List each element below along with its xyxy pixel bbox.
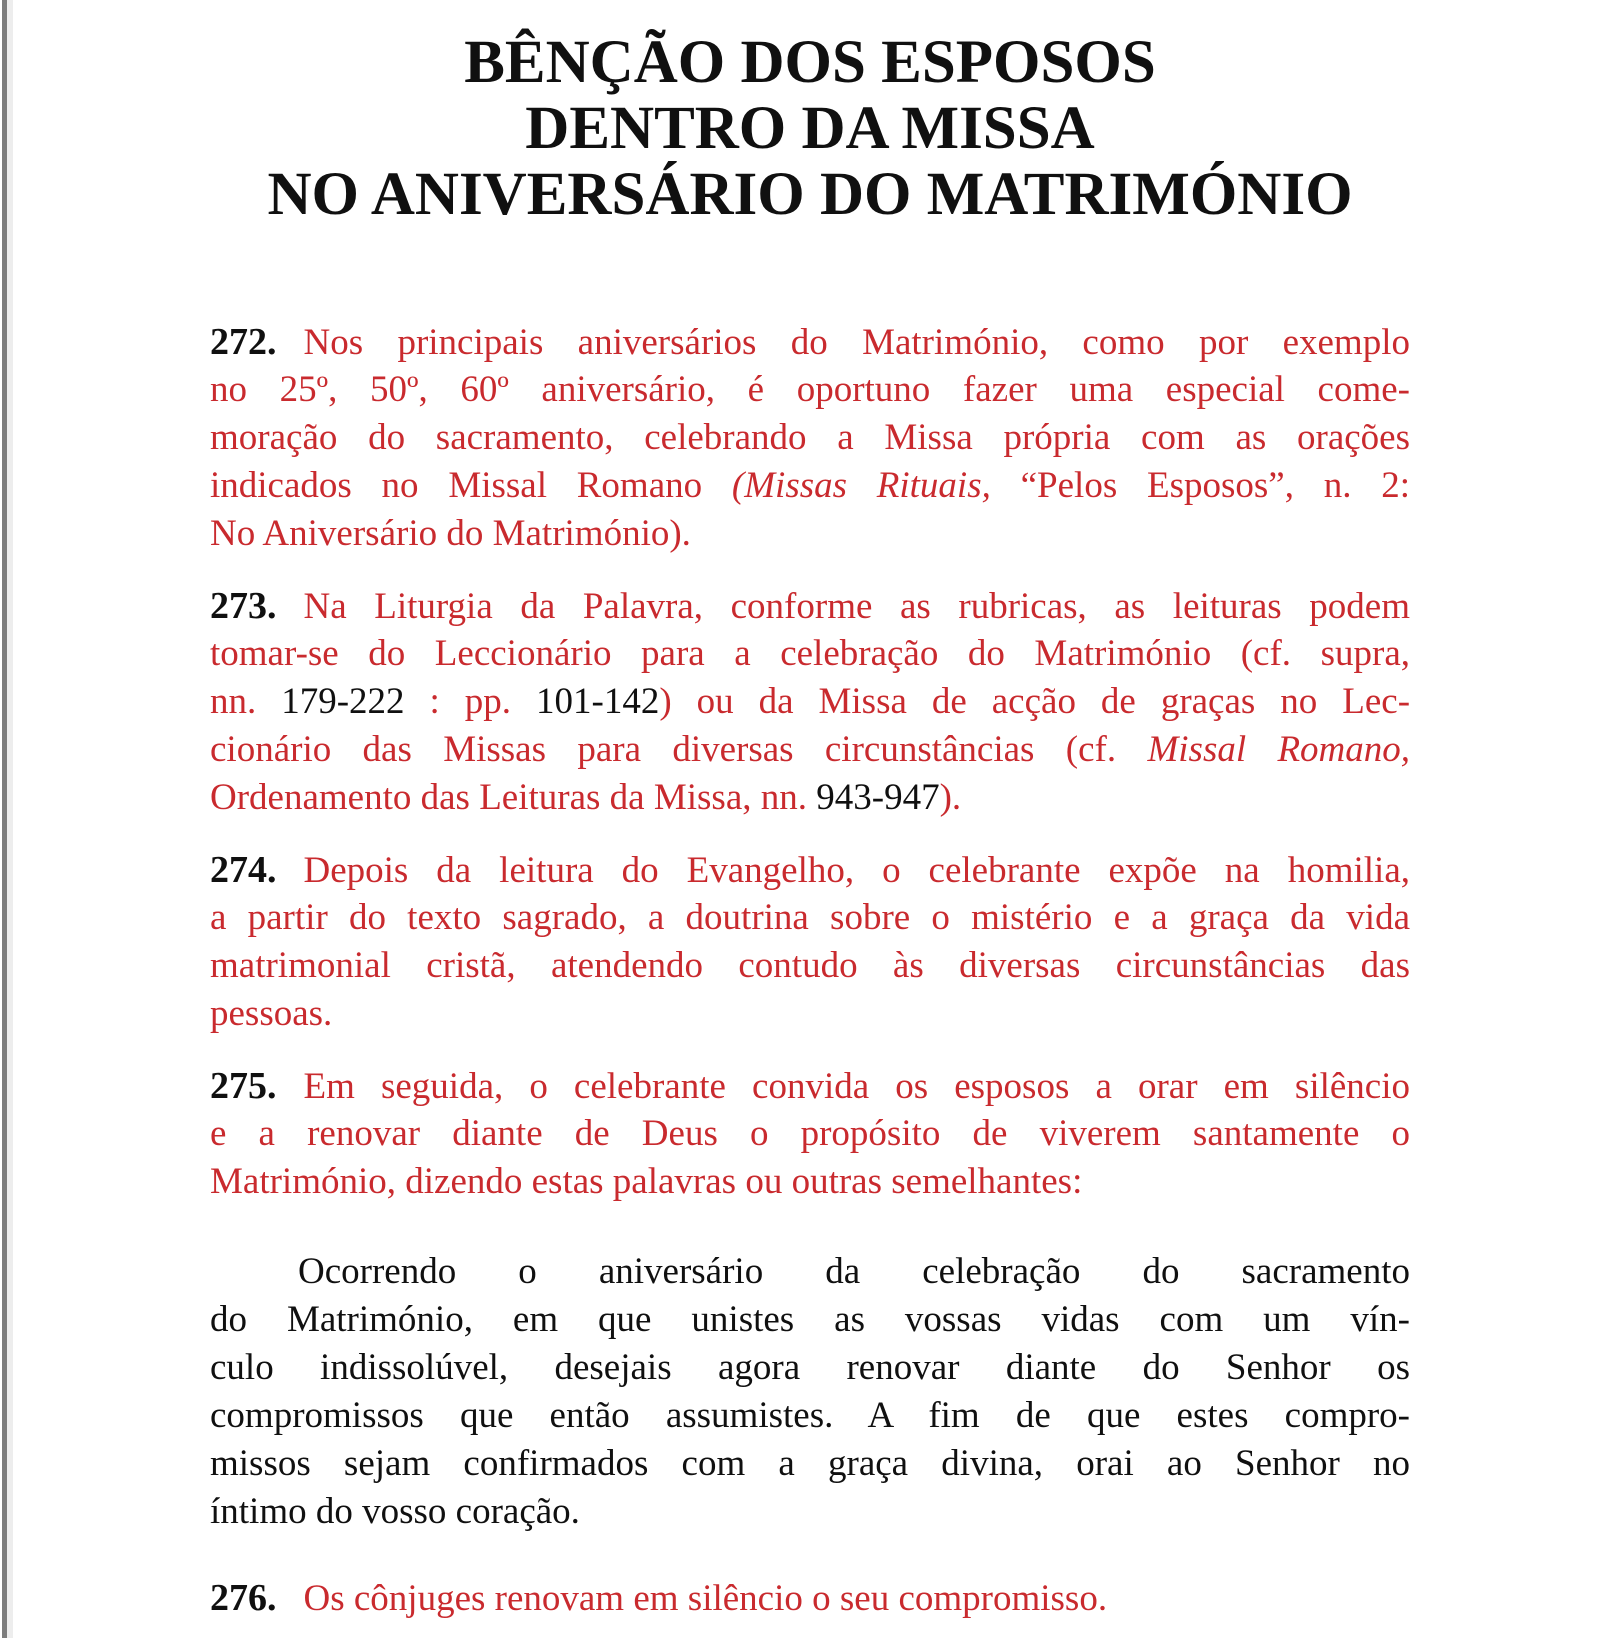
prayer-formula-line-4 bbox=[210, 1392, 1410, 1440]
text-run: do Matrimónio, em que unistes as vossas vidas com um vín- bbox=[210, 1299, 1410, 1340]
text-run: (Missas Rituais, bbox=[731, 465, 991, 506]
text-run: pessoas. bbox=[210, 993, 333, 1034]
document-title-line-2: DENTRO DA MISSA bbox=[525, 95, 1095, 162]
paragraph-274-line-4 bbox=[210, 990, 1410, 1038]
paragraph-273-line-4 bbox=[210, 726, 1410, 774]
paragraphs bbox=[210, 318, 1410, 1622]
text-run: a partir do texto sagrado, a doutrina sobre o mistério e a graça da vida bbox=[210, 897, 1410, 938]
text-run: missos sejam confirmados com a graça divina, orai ao Senhor no bbox=[210, 1443, 1410, 1484]
paragraph-275-line-1 bbox=[210, 1062, 1410, 1110]
prayer-formula-line-5 bbox=[210, 1440, 1410, 1488]
paragraph-274-line-1 bbox=[210, 846, 1410, 894]
text-run: Na Liturgia da Palavra, conforme as rubricas, as leituras podem bbox=[303, 586, 1410, 627]
text-run: “Pelos Esposos”, n. 2: bbox=[990, 465, 1410, 506]
paragraph-276-number: 276. bbox=[210, 1577, 277, 1619]
document-title-line-1: BÊNÇÃO DOS ESPOSOS bbox=[464, 29, 1156, 96]
paragraph-273-line-3 bbox=[210, 678, 1410, 726]
text-run: e a renovar diante de Deus o propósito de viverem santamente o bbox=[210, 1113, 1410, 1154]
page bbox=[210, 30, 1410, 1622]
text-run: Os cônjuges renovam em silêncio o seu compromisso. bbox=[303, 1578, 1108, 1619]
paragraph-275-number: 275. bbox=[210, 1065, 277, 1107]
document-title-line-3: NO ANIVERSÁRIO DO MATRIMÓNIO bbox=[267, 161, 1353, 228]
text-run: matrimonial cristã, atendendo contudo às diversas circunstâncias das bbox=[210, 945, 1410, 986]
text-run: íntimo do vosso coração. bbox=[210, 1491, 580, 1532]
document-title bbox=[210, 30, 1410, 228]
paragraph-272-line-1 bbox=[210, 318, 1410, 366]
paragraph-274 bbox=[210, 846, 1410, 1038]
paragraph-272-line-5 bbox=[210, 510, 1410, 558]
paragraph-273-number: 273. bbox=[210, 585, 277, 627]
paragraph-272-line-3 bbox=[210, 414, 1410, 462]
paragraph-275-line-3 bbox=[210, 1158, 1410, 1206]
text-run: 943-947 bbox=[816, 777, 940, 818]
text-run: nn. bbox=[210, 681, 282, 722]
paragraph-276-line-1 bbox=[210, 1574, 1410, 1622]
prayer-formula bbox=[210, 1248, 1410, 1536]
text-run: Ocorrendo o aniversário da celebração do sacramento bbox=[298, 1251, 1410, 1292]
paragraph-273 bbox=[210, 582, 1410, 822]
text-run: Nos principais aniversários do Matrimónio, como por exemplo bbox=[303, 322, 1410, 363]
paragraph-274-line-3 bbox=[210, 942, 1410, 990]
text-run: culo indissolúvel, desejais agora renovar diante do Senhor os bbox=[210, 1347, 1410, 1388]
paragraph-272-line-4 bbox=[210, 462, 1410, 510]
text-run: compromissos que então assumistes. A fim de que estes compro- bbox=[210, 1395, 1410, 1436]
paragraph-273-line-1 bbox=[210, 582, 1410, 630]
text-run: no 25º, 50º, 60º aniversário, é oportuno fazer uma especial come- bbox=[210, 369, 1410, 410]
paragraph-272 bbox=[210, 318, 1410, 558]
text-run: Missal Romano, bbox=[1147, 729, 1410, 770]
text-run: Matrimónio, dizendo estas palavras ou outras semelhantes: bbox=[210, 1161, 1083, 1202]
text-run: indicados no Missal Romano bbox=[210, 465, 732, 506]
paragraph-273-line-5 bbox=[210, 774, 1410, 822]
text-run: ). bbox=[939, 777, 962, 818]
prayer-formula-line-3 bbox=[210, 1344, 1410, 1392]
text-run: cionário das Missas para diversas circunstâncias (cf. bbox=[210, 729, 1148, 770]
paragraph-273-line-2 bbox=[210, 630, 1410, 678]
text-run: 101-142 bbox=[536, 681, 660, 722]
prayer-formula-line-2 bbox=[210, 1296, 1410, 1344]
paragraph-274-line-2 bbox=[210, 894, 1410, 942]
prayer-formula-line-6 bbox=[210, 1488, 1410, 1536]
text-run: tomar-se do Leccionário para a celebração do Matrimónio (cf. supra, bbox=[210, 633, 1410, 674]
prayer-formula-line-1 bbox=[210, 1248, 1410, 1296]
text-run: Ordenamento das Leituras da Missa, nn. bbox=[210, 777, 817, 818]
text-run: Em seguida, o celebrante convida os esposos a orar em silêncio bbox=[303, 1066, 1410, 1107]
text-run: 179-222 bbox=[281, 681, 405, 722]
text-run: ) ou da Missa de acção de graças no Lec- bbox=[659, 681, 1410, 722]
paragraph-274-number: 274. bbox=[210, 849, 277, 891]
page-edge-highlight bbox=[7, 0, 13, 1638]
text-run: : pp. bbox=[404, 681, 537, 722]
text-run: Depois da leitura do Evangelho, o celebrante expõe na homilia, bbox=[303, 850, 1410, 891]
paragraph-276 bbox=[210, 1574, 1410, 1622]
paragraph-275-line-2 bbox=[210, 1110, 1410, 1158]
paragraph-272-line-2 bbox=[210, 366, 1410, 414]
text-run: moração do sacramento, celebrando a Missa própria com as orações bbox=[210, 417, 1410, 458]
paragraph-275 bbox=[210, 1062, 1410, 1206]
text-run: No Aniversário do Matrimónio). bbox=[210, 513, 691, 554]
paragraph-272-number: 272. bbox=[210, 321, 277, 363]
